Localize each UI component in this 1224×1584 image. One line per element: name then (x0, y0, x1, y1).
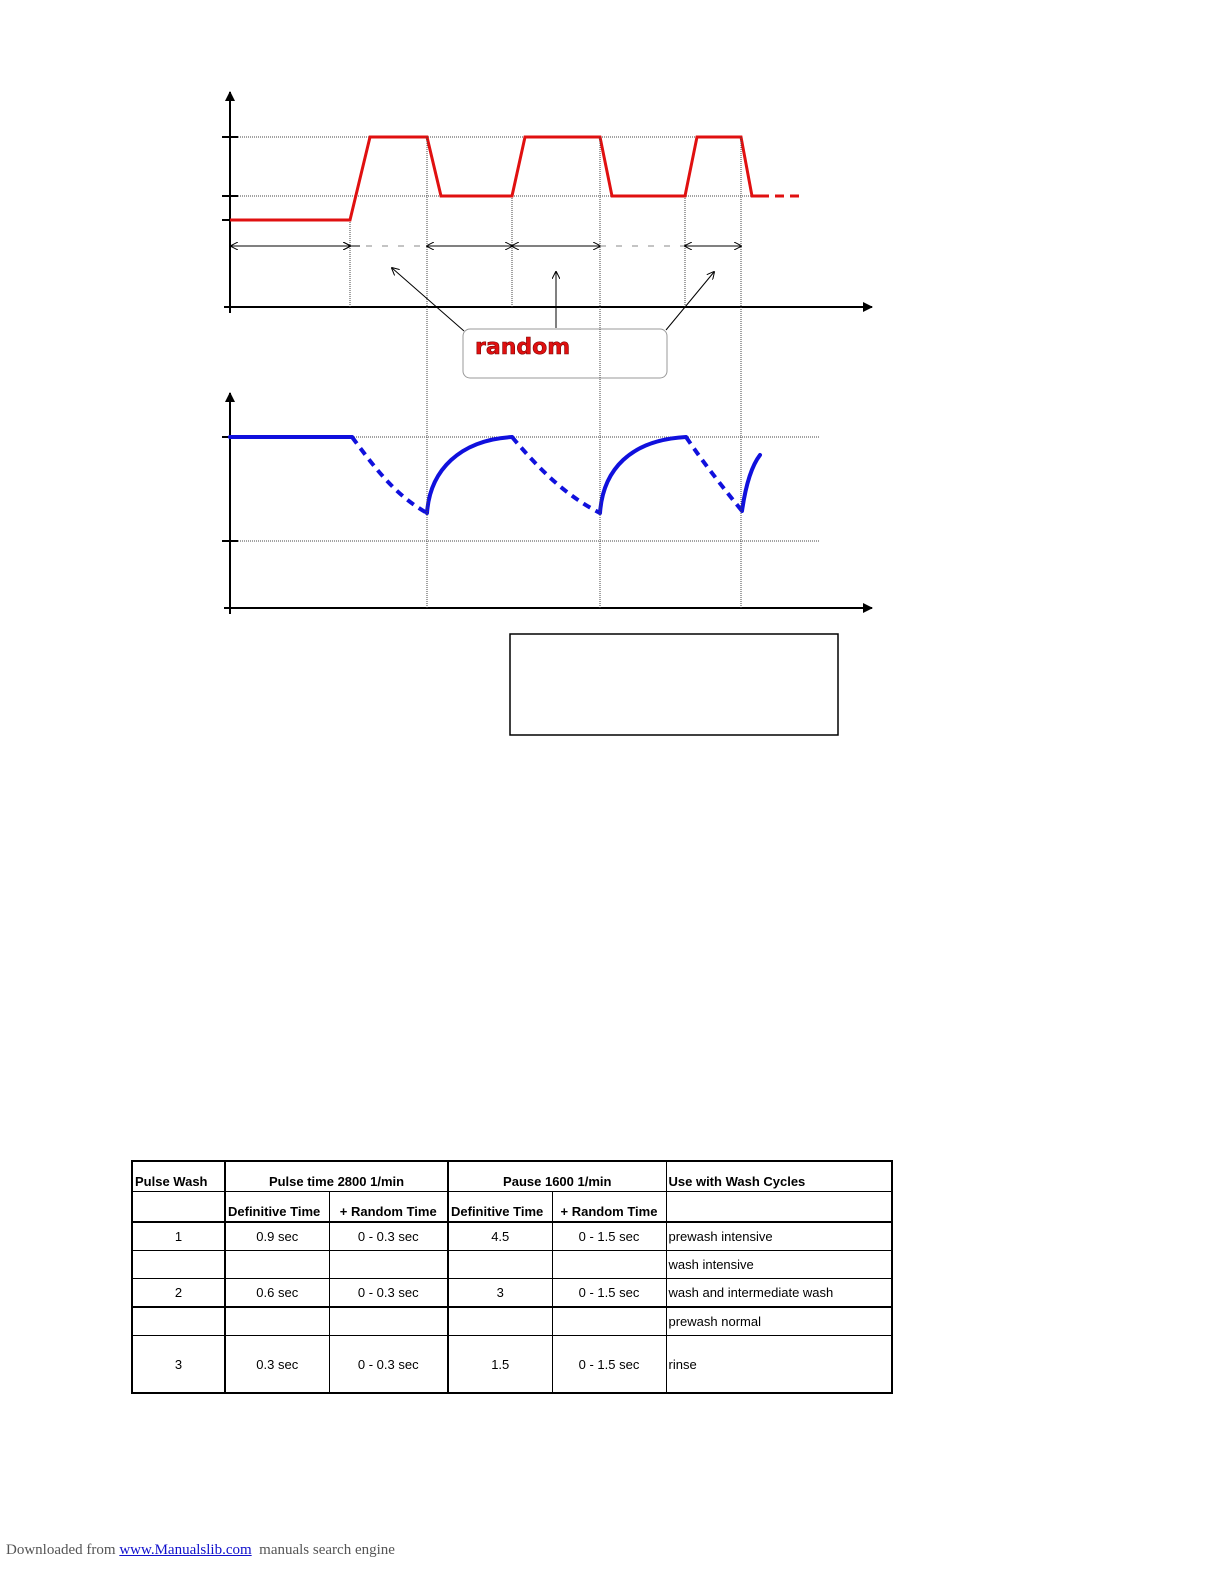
random-callout-pointers (392, 268, 714, 331)
cell-pulse-definitive: 0.9 sec (225, 1222, 329, 1251)
cell-use: wash and intermediate wash (666, 1279, 892, 1308)
cell-pulse-definitive (225, 1307, 329, 1336)
speed-line (230, 137, 760, 220)
header-pause: Pause 1600 1/min (448, 1161, 666, 1192)
header-pulse-time: Pulse time 2800 1/min (225, 1161, 448, 1192)
speed-chart (222, 92, 872, 331)
cell-use: prewash intensive (666, 1222, 892, 1251)
random-callout-label: random (475, 335, 571, 360)
table-row (132, 1279, 892, 1308)
header-pulse-random: + Random Time (329, 1192, 448, 1223)
table-row (132, 1251, 892, 1279)
header-use-with: Use with Wash Cycles (666, 1161, 892, 1192)
cell-pulse-random: 0 - 0.3 sec (329, 1336, 448, 1394)
footer-suffix: manuals search engine (251, 1542, 395, 1558)
table-row (132, 1307, 892, 1336)
cell-pulse-definitive (225, 1251, 329, 1279)
cell-pulse-wash (132, 1307, 225, 1336)
cell-pulse-wash: 3 (132, 1336, 225, 1394)
table-row (132, 1222, 892, 1251)
cell-pulse-wash (132, 1251, 225, 1279)
pulse-wash-diagram (0, 0, 1224, 760)
level-chart (222, 393, 872, 614)
table-subheader-row (132, 1192, 892, 1223)
cell-pulse-random: 0 - 0.3 sec (329, 1222, 448, 1251)
cell-pulse-random (329, 1251, 448, 1279)
cell-pause-definitive: 4.5 (448, 1222, 552, 1251)
table-row (132, 1336, 892, 1394)
header-pause-definitive: Definitive Time (448, 1192, 552, 1223)
cell-use: prewash normal (666, 1307, 892, 1336)
level-line-dashed (352, 437, 742, 513)
cell-pulse-definitive: 0.6 sec (225, 1279, 329, 1308)
header-pulse-definitive: Definitive Time (225, 1192, 329, 1223)
footer (6, 1542, 395, 1559)
cell-pulse-random: 0 - 0.3 sec (329, 1279, 448, 1308)
cell-pause-random (552, 1307, 666, 1336)
footer-prefix: Downloaded from (6, 1542, 120, 1558)
cell-pulse-wash: 1 (132, 1222, 225, 1251)
cell-pause-definitive (448, 1251, 552, 1279)
table-header-row (132, 1161, 892, 1192)
cell-pause-definitive: 3 (448, 1279, 552, 1308)
random-callout (463, 329, 667, 378)
level-line-solid (230, 437, 760, 513)
manualslib-link[interactable]: www.Manualslib.com (119, 1542, 252, 1558)
cell-pulse-definitive: 0.3 sec (225, 1336, 329, 1394)
legend-box (510, 634, 838, 735)
pulse-wash-table (131, 1160, 893, 1394)
cell-pause-definitive (448, 1307, 552, 1336)
cell-pause-random (552, 1251, 666, 1279)
header-pause-random: + Random Time (552, 1192, 666, 1223)
cell-pause-definitive: 1.5 (448, 1336, 552, 1394)
cell-pulse-random (329, 1307, 448, 1336)
cell-pause-random: 0 - 1.5 sec (552, 1279, 666, 1308)
cell-use: rinse (666, 1336, 892, 1394)
cell-pulse-wash: 2 (132, 1279, 225, 1308)
cell-pause-random: 0 - 1.5 sec (552, 1336, 666, 1394)
cell-pause-random: 0 - 1.5 sec (552, 1222, 666, 1251)
cell-use: wash intensive (666, 1251, 892, 1279)
header-pulse-wash: Pulse Wash (132, 1161, 225, 1192)
